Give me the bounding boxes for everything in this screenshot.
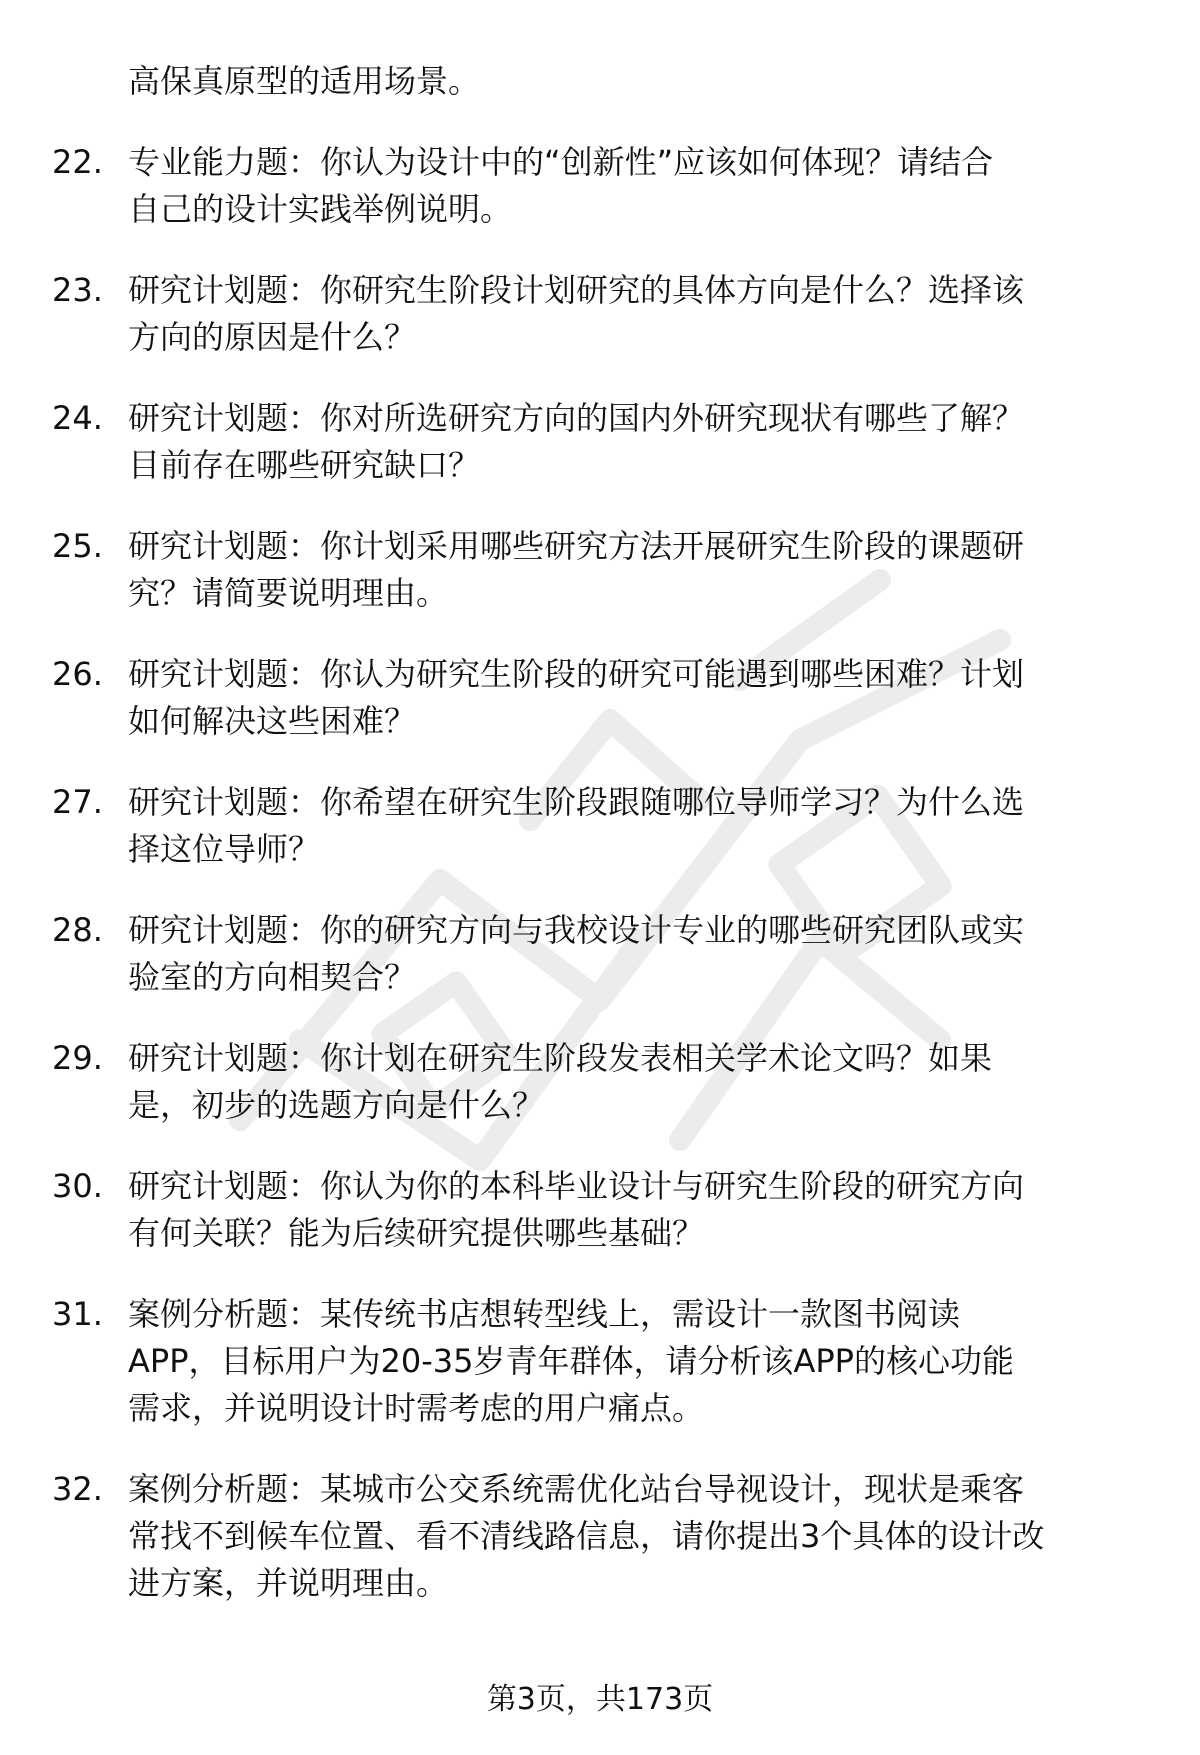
question-item (0, 523, 1200, 617)
question-text-line: 专业能力题：你认为设计中的“创新性”应该如何体现？请结合 (128, 143, 994, 181)
question-item (0, 1035, 1200, 1129)
question-number: 26. (52, 655, 103, 693)
question-number: 23. (52, 271, 103, 309)
question-text-line: 研究计划题：你计划采用哪些研究方法开展研究生阶段的课题研 (128, 527, 1025, 565)
question-text-line: 研究计划题：你认为研究生阶段的研究可能遇到哪些困难？计划 (128, 655, 1025, 693)
question-item (0, 139, 1200, 233)
question-text-line: 进方案，并说明理由。 (128, 1564, 449, 1602)
question-number: 31. (52, 1295, 103, 1333)
question-item (0, 267, 1200, 361)
question-number: 22. (52, 143, 103, 181)
question-number: 27. (52, 783, 103, 821)
question-text-line: 研究计划题：你研究生阶段计划研究的具体方向是什么？选择该 (128, 271, 1025, 309)
question-text-line: 研究计划题：你认为你的本科毕业设计与研究生阶段的研究方向 (128, 1167, 1025, 1205)
question-text-line: 案例分析题：某传统书店想转型线上，需设计一款图书阅读 (128, 1295, 961, 1333)
question-text (128, 1291, 1160, 1432)
question-text (128, 779, 1160, 873)
question-text-line: 研究计划题：你的研究方向与我校设计专业的哪些研究团队或实 (128, 911, 1025, 949)
question-text (128, 1163, 1160, 1257)
question-text (128, 651, 1160, 745)
question-text-line: 如何解决这些困难？ (128, 702, 417, 740)
question-item (0, 395, 1200, 489)
question-text-line: 究？请简要说明理由。 (128, 574, 449, 612)
question-number: 24. (52, 399, 103, 437)
question-item (0, 907, 1200, 1001)
question-item (0, 779, 1200, 873)
question-text (128, 1035, 1160, 1129)
question-number: 29. (52, 1039, 103, 1077)
question-text-line: 需求，并说明设计时需考虑的用户痛点。 (128, 1389, 705, 1427)
question-text-line: 验室的方向相契合？ (128, 958, 417, 996)
question-text-line: 是，初步的选题方向是什么？ (128, 1086, 545, 1124)
questions-content (0, 58, 1200, 1607)
question-list (0, 139, 1200, 1607)
question-number: 32. (52, 1470, 103, 1508)
question-text-line: 案例分析题：某城市公交系统需优化站台导视设计，现状是乘客 (128, 1470, 1025, 1508)
question-text (128, 523, 1160, 617)
question-text-line: 择这位导师？ (128, 830, 321, 868)
question-text-line: 目前存在哪些研究缺口？ (128, 446, 481, 484)
question-number: 28. (52, 911, 103, 949)
question-item (0, 1163, 1200, 1257)
question-text-line: 研究计划题：你希望在研究生阶段跟随哪位导师学习？为什么选 (128, 783, 1025, 821)
question-text (128, 267, 1160, 361)
question-text-line: 有何关联？能为后续研究提供哪些基础？ (128, 1214, 705, 1252)
question-text-line: 研究计划题：你计划在研究生阶段发表相关学术论文吗？如果 (128, 1039, 993, 1077)
question-text (128, 139, 1160, 233)
question-text-line: APP，目标用户为20-35岁青年群体，请分析该APP的核心功能 (128, 1342, 1014, 1380)
question-text (128, 395, 1160, 489)
page-footer: 第3页，共173页 (486, 1682, 714, 1717)
question-item (0, 1466, 1200, 1607)
question-item (0, 1291, 1200, 1432)
question-text-line: 自己的设计实践举例说明。 (128, 190, 513, 228)
question-number: 30. (52, 1167, 103, 1205)
question-text-line: 研究计划题：你对所选研究方向的国内外研究现状有哪些了解？ (128, 399, 1025, 437)
question-text-line: 常找不到候车位置、看不清线路信息，请你提出3个具体的设计改 (128, 1517, 1045, 1555)
question-item (0, 651, 1200, 745)
continuation-text: 高保真原型的适用场景。 (128, 62, 481, 100)
question-number: 25. (52, 527, 103, 565)
question-text-line: 方向的原因是什么？ (128, 318, 417, 356)
question-text (128, 1466, 1160, 1607)
question-text (128, 907, 1160, 1001)
